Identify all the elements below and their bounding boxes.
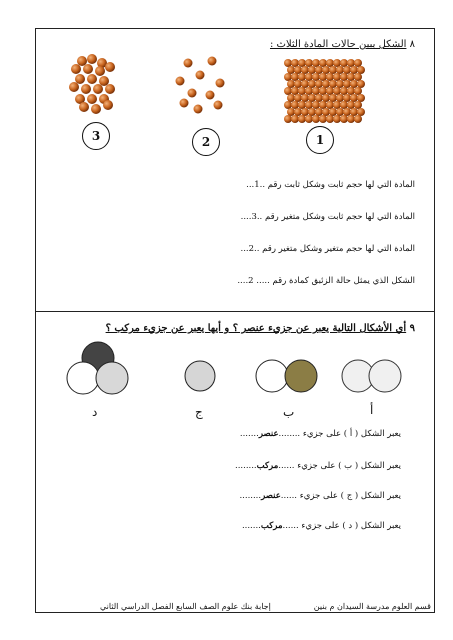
q9-answer-3: يعبر الشكل ( ج ) على جزيء ......عنصر........ bbox=[239, 491, 401, 501]
molecule-a bbox=[342, 360, 401, 392]
liquid-particle bbox=[93, 84, 103, 94]
solid-particle bbox=[343, 108, 351, 116]
solid-particle bbox=[301, 80, 309, 88]
solid-particle bbox=[312, 101, 320, 109]
solid-particle bbox=[294, 108, 302, 116]
solid-particle bbox=[357, 94, 365, 102]
solid-particle bbox=[340, 87, 348, 95]
solid-particle bbox=[291, 115, 299, 123]
solid-particle bbox=[347, 87, 355, 95]
liquid-particle bbox=[95, 66, 105, 76]
solid-particle bbox=[322, 94, 330, 102]
q9-answer-2: يعبر الشكل ( ب ) على جزيء ......مركب........ bbox=[235, 461, 401, 471]
solid-particle bbox=[294, 66, 302, 74]
solid-particle bbox=[284, 73, 292, 81]
liquid-particle bbox=[105, 84, 115, 94]
gas-particle bbox=[188, 89, 197, 98]
solid-particle bbox=[322, 66, 330, 74]
liquid-particle bbox=[87, 54, 97, 64]
molecule-b bbox=[256, 360, 317, 392]
liquid-particle bbox=[91, 104, 101, 114]
solid-particle bbox=[347, 59, 355, 67]
solid-particle bbox=[287, 94, 295, 102]
gas-particle bbox=[176, 77, 185, 86]
gas-particles bbox=[176, 57, 225, 114]
solid-particle bbox=[333, 101, 341, 109]
liquid-particle bbox=[87, 94, 97, 104]
liquid-particle bbox=[83, 64, 93, 74]
gas-particle bbox=[214, 101, 223, 110]
molecule-d bbox=[67, 342, 128, 394]
gas-particle bbox=[196, 71, 205, 80]
solid-particle bbox=[319, 115, 327, 123]
solid-particle bbox=[308, 66, 316, 74]
gas-particle bbox=[194, 105, 203, 114]
solid-particle bbox=[305, 115, 313, 123]
solid-particle bbox=[308, 80, 316, 88]
solid-particle bbox=[298, 87, 306, 95]
solid-particle bbox=[298, 101, 306, 109]
solid-particle bbox=[298, 73, 306, 81]
solid-particle bbox=[308, 94, 316, 102]
solid-particle bbox=[312, 87, 320, 95]
solid-particle bbox=[284, 101, 292, 109]
solid-particle bbox=[326, 73, 334, 81]
answer-a: عنصر bbox=[258, 429, 279, 439]
q8-line-1: المادة التي لها حجم ثابت وشكل ثابت رقم ..1... bbox=[246, 180, 415, 190]
liquid-particles bbox=[69, 54, 115, 114]
gas-particle bbox=[208, 57, 217, 66]
solid-particle bbox=[312, 73, 320, 81]
solid-particle bbox=[284, 115, 292, 123]
gas-particle bbox=[216, 79, 225, 88]
solid-particle bbox=[308, 108, 316, 116]
figure-label-3: 3 bbox=[82, 122, 110, 150]
solid-particle bbox=[315, 108, 323, 116]
solid-particle bbox=[298, 115, 306, 123]
solid-particle bbox=[333, 87, 341, 95]
figure-label-2: 2 bbox=[192, 128, 220, 156]
footer-left: إجابة بنك علوم الصف السابع الفصل الدراسي الثاني bbox=[100, 602, 271, 611]
solid-particle bbox=[336, 94, 344, 102]
q9-title: أي الأشكال التالية يعبر عن جزيء عنصر ؟ و أيها يعبر عن جزيء مركب ؟ bbox=[105, 323, 407, 334]
solid-particle bbox=[354, 59, 362, 67]
solid-particle bbox=[326, 59, 334, 67]
solid-particle bbox=[347, 115, 355, 123]
gas-particle bbox=[180, 99, 189, 108]
liquid-particle bbox=[69, 82, 79, 92]
solid-particle bbox=[357, 80, 365, 88]
solid-particle bbox=[305, 59, 313, 67]
solid-particle bbox=[291, 101, 299, 109]
liquid-particle bbox=[75, 74, 85, 84]
solid-particle bbox=[284, 59, 292, 67]
solid-particle bbox=[291, 59, 299, 67]
letter-b: ب bbox=[283, 405, 295, 419]
solid-particle bbox=[333, 59, 341, 67]
liquid-particle bbox=[87, 74, 97, 84]
q8-line-2: المادة التي لها حجم ثابت وشكل متغير رقم ..3.... bbox=[240, 212, 415, 222]
q9-number: ٩ bbox=[409, 323, 415, 334]
footer-right: قسم العلوم مدرسة السيدان م بنين bbox=[313, 602, 431, 611]
answer-d: مركب bbox=[260, 521, 283, 531]
solid-particle bbox=[350, 66, 358, 74]
solid-particle bbox=[347, 101, 355, 109]
solid-particle bbox=[333, 73, 341, 81]
solid-particle bbox=[340, 73, 348, 81]
solid-particle bbox=[294, 94, 302, 102]
solid-particle bbox=[333, 115, 341, 123]
gas-particle bbox=[184, 59, 193, 68]
solid-particle bbox=[350, 108, 358, 116]
solid-particle bbox=[347, 73, 355, 81]
liquid-particle bbox=[99, 76, 109, 86]
solid-particle bbox=[287, 108, 295, 116]
solid-particle bbox=[305, 73, 313, 81]
solid-particle bbox=[301, 66, 309, 74]
answer-b: مركب bbox=[256, 461, 279, 471]
solid-particle bbox=[357, 108, 365, 116]
solid-particle bbox=[287, 66, 295, 74]
solid-particle bbox=[291, 87, 299, 95]
solid-particle bbox=[354, 87, 362, 95]
solid-particle bbox=[326, 87, 334, 95]
solid-particle bbox=[284, 87, 292, 95]
solid-particle bbox=[336, 108, 344, 116]
solid-particle bbox=[343, 94, 351, 102]
letter-a: أ bbox=[370, 403, 374, 417]
solid-particle bbox=[343, 66, 351, 74]
letter-d: د bbox=[92, 405, 98, 419]
liquid-particle bbox=[81, 84, 91, 94]
liquid-particle bbox=[77, 56, 87, 66]
solid-particle bbox=[319, 87, 327, 95]
solid-particle bbox=[329, 94, 337, 102]
solid-particle bbox=[329, 80, 337, 88]
solid-particle bbox=[291, 73, 299, 81]
solid-particle bbox=[329, 108, 337, 116]
q8-line-4: الشكل الذي يمثل حالة الزئبق كمادة رقم ..... 2.... bbox=[237, 276, 415, 286]
letter-c: ج bbox=[195, 405, 203, 419]
solid-particle bbox=[294, 80, 302, 88]
solid-particle bbox=[312, 59, 320, 67]
solid-particle bbox=[322, 108, 330, 116]
solid-particles bbox=[284, 59, 365, 123]
figure-label-1: 1 bbox=[306, 126, 334, 154]
solid-particle bbox=[340, 101, 348, 109]
q8-header bbox=[270, 39, 415, 50]
q8-title: الشكل يبين حالات المادة الثلاث : bbox=[269, 39, 407, 50]
q8-line-3: المادة التي لها حجم متغير وشكل متغير رقم ..2... bbox=[240, 244, 415, 254]
molecule-figures bbox=[60, 340, 390, 400]
solid-particle bbox=[319, 59, 327, 67]
solid-particle bbox=[305, 87, 313, 95]
solid-particle bbox=[326, 115, 334, 123]
solid-particle bbox=[319, 101, 327, 109]
solid-particle bbox=[315, 94, 323, 102]
section-divider bbox=[35, 311, 435, 312]
liquid-particle bbox=[103, 100, 113, 110]
solid-particle bbox=[343, 80, 351, 88]
solid-particle bbox=[354, 73, 362, 81]
solid-particle bbox=[350, 94, 358, 102]
answer-c: عنصر bbox=[261, 491, 281, 501]
solid-particle bbox=[319, 73, 327, 81]
solid-particle bbox=[326, 101, 334, 109]
q9-answer-4: يعبر الشكل ( د ) على جزيء ......مركب....... bbox=[241, 521, 401, 531]
solid-particle bbox=[322, 80, 330, 88]
solid-particle bbox=[354, 101, 362, 109]
solid-particle bbox=[301, 108, 309, 116]
liquid-particle bbox=[71, 64, 81, 74]
solid-particle bbox=[312, 115, 320, 123]
solid-particle bbox=[287, 80, 295, 88]
q8-number: ٨ bbox=[409, 39, 415, 50]
solid-particle bbox=[350, 80, 358, 88]
solid-particle bbox=[340, 59, 348, 67]
solid-particle bbox=[340, 115, 348, 123]
solid-particle bbox=[329, 66, 337, 74]
solid-particle bbox=[305, 101, 313, 109]
liquid-particle bbox=[105, 62, 115, 72]
solid-particle bbox=[315, 66, 323, 74]
solid-particle bbox=[357, 66, 365, 74]
solid-particle bbox=[298, 59, 306, 67]
molecule-c bbox=[185, 361, 215, 391]
solid-particle bbox=[315, 80, 323, 88]
liquid-particle bbox=[79, 102, 89, 112]
q9-answer-1: يعبر الشكل ( أ ) على جزيء ........عنصر....... bbox=[239, 429, 401, 439]
solid-particle bbox=[354, 115, 362, 123]
q9-header bbox=[106, 323, 415, 334]
gas-particle bbox=[206, 91, 215, 100]
solid-particle bbox=[336, 80, 344, 88]
solid-particle bbox=[336, 66, 344, 74]
solid-particle bbox=[301, 94, 309, 102]
